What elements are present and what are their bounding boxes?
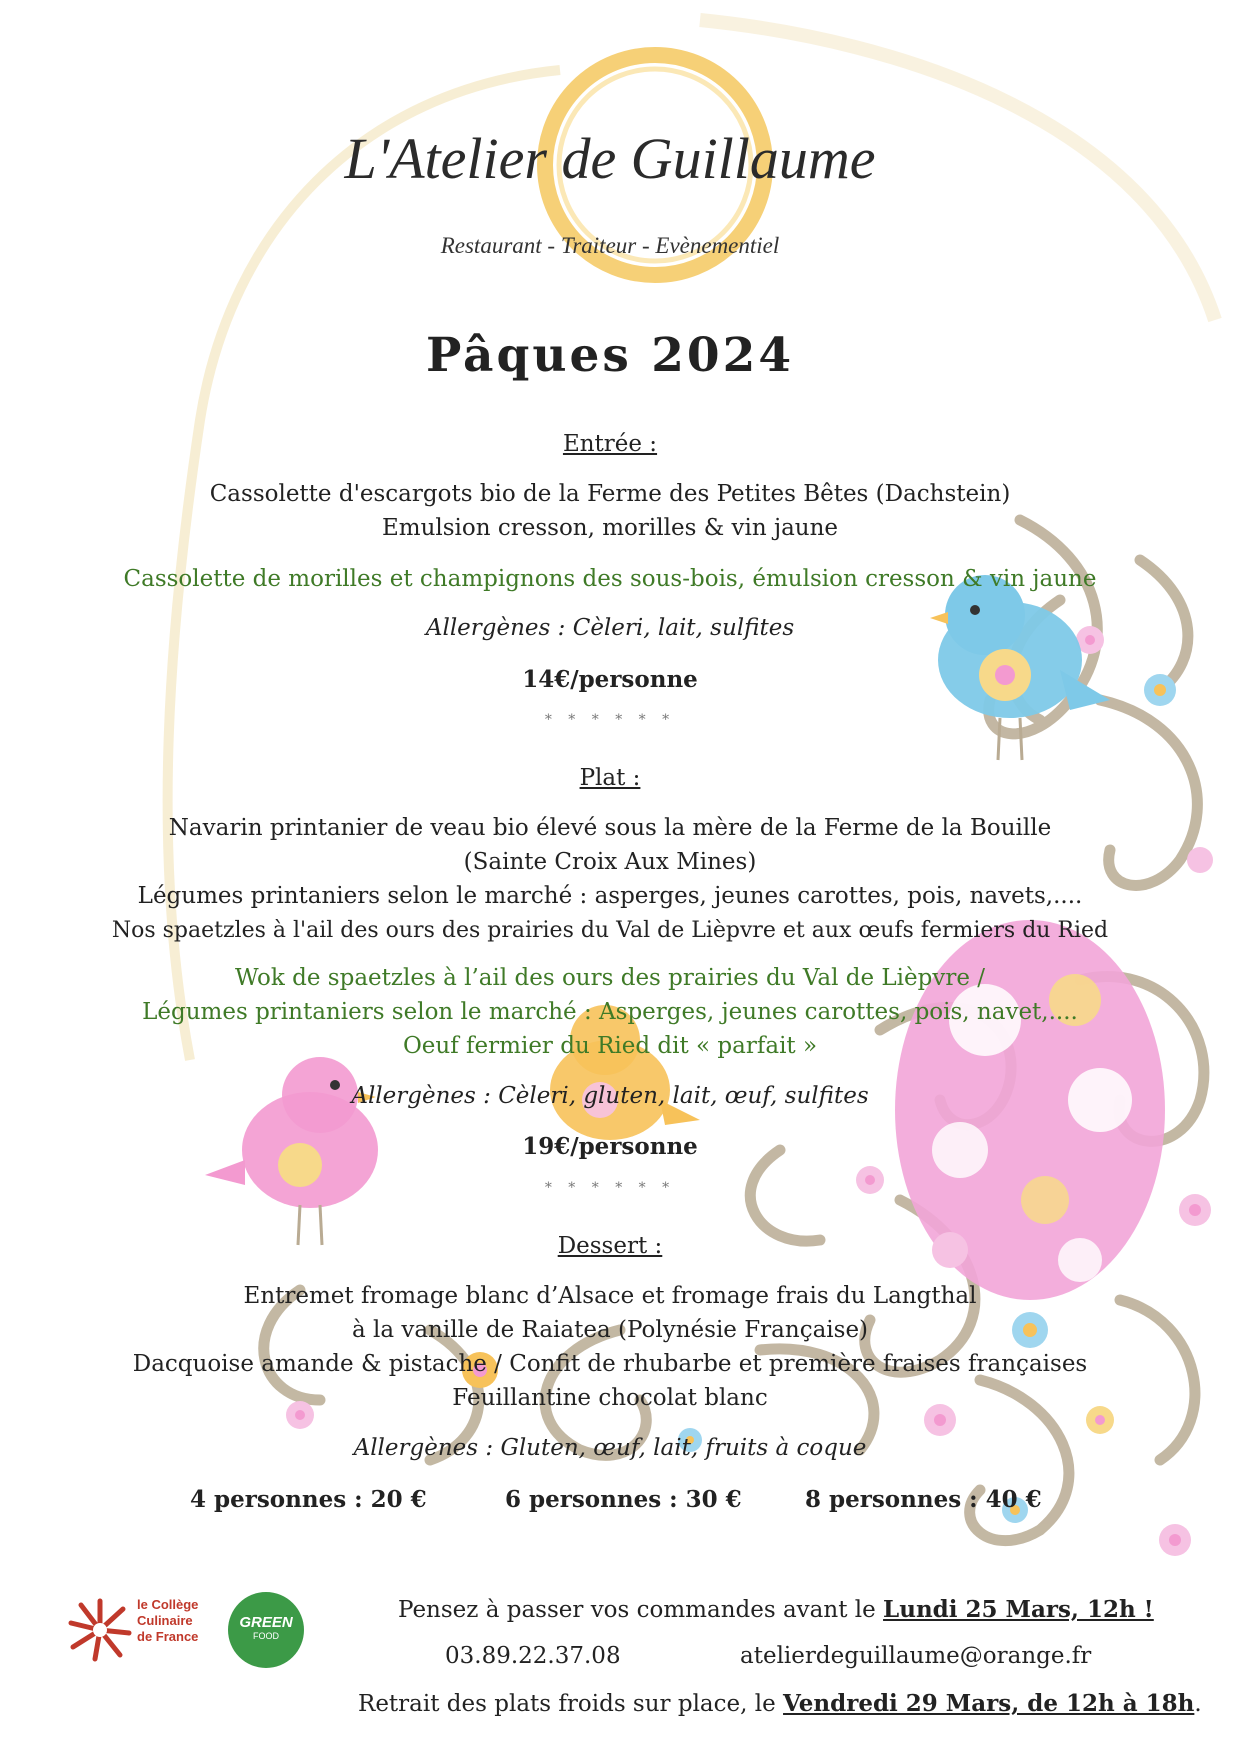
plat-line: Légumes printaniers selon le marché : asperges, jeunes carottes, pois, navets,....: [137, 883, 1083, 909]
phone-number[interactable]: 03.89.22.37.08: [445, 1643, 621, 1669]
order-text: Pensez à passer vos commandes avant le: [398, 1597, 884, 1623]
pickup-text: Retrait des plats froids sur place, le: [358, 1691, 784, 1717]
page-title: Pâques 2024: [425, 328, 795, 383]
plat-line: Navarin printanier de veau bio élevé sous la mère de la Ferme de la Bouille: [168, 815, 1052, 841]
college-line: de France: [137, 1629, 199, 1644]
green-logo-subtext: FOOD: [253, 1631, 279, 1641]
brand-name: L'Atelier de Guillaume: [344, 126, 876, 191]
entree-heading: Entrée :: [562, 431, 658, 457]
dessert-price-8: 8 personnes : 40 €: [805, 1486, 1042, 1513]
college-burst-icon: [65, 1595, 135, 1665]
college-line: le Collège: [137, 1597, 199, 1612]
plat-alternative: Oeuf fermier du Ried dit « parfait »: [402, 1033, 818, 1059]
green-logo-text: GREEN: [239, 1614, 293, 1631]
dessert-price-4: 4 personnes : 20 €: [190, 1486, 427, 1513]
plat-allergens: Allergènes : Cèleri, gluten, lait, œuf, sulfites: [351, 1083, 869, 1109]
brand-tagline: Restaurant - Traiteur - Evènementiel: [440, 233, 780, 258]
dessert-line: Entremet fromage blanc d’Alsace et fromage frais du Langthal: [243, 1283, 977, 1309]
dessert-heading: Dessert :: [557, 1233, 663, 1259]
entree-line: Cassolette d'escargots bio de la Ferme des Petites Bêtes (Dachstein): [209, 481, 1011, 507]
dessert-price-6: 6 personnes : 30 €: [505, 1486, 742, 1513]
pickup-end: .: [1194, 1691, 1202, 1717]
dessert-line: Feuillantine chocolat blanc: [452, 1385, 768, 1411]
dessert-line: Dacquoise amande & pistache / Confit de rhubarbe et première fraises françaises: [132, 1351, 1088, 1377]
plat-alternative: Légumes printaniers selon le marché : Asperges, jeunes carottes, pois, navet,....: [142, 999, 1078, 1025]
entree-line: Emulsion cresson, morilles & vin jaune: [381, 515, 839, 541]
entree-price: 14€/personne: [522, 666, 698, 693]
plat-alternative: Wok de spaetzles à l’ail des ours des prairies du Val de Lièpvre /: [234, 965, 986, 991]
dessert-allergens: Allergènes : Gluten, œuf, lait, fruits à coque: [353, 1435, 867, 1461]
green-food-logo: [228, 1592, 304, 1668]
pickup-date: Vendredi 29 Mars, de 12h à 18h: [783, 1690, 1195, 1717]
entree-alternative: Cassolette de morilles et champignons des sous-bois, émulsion cresson & vin jaune: [123, 566, 1097, 592]
dessert-line: à la vanille de Raiatea (Polynésie Française): [351, 1317, 869, 1343]
college-culinaire-logo: [65, 1595, 225, 1665]
plat-heading: Plat :: [579, 765, 641, 791]
plat-line: Nos spaetzles à l'ail des ours des prairies du Val de Lièpvre et aux œufs fermiers du Ried: [111, 918, 1109, 943]
email-address[interactable]: atelierdeguillaume@orange.fr: [740, 1643, 1092, 1669]
plat-price: 19€/personne: [522, 1133, 698, 1160]
pickup-note: [358, 1687, 1218, 1721]
separator: * * * * * *: [544, 712, 676, 728]
entree-allergens: Allergènes : Cèleri, lait, sulfites: [425, 615, 795, 641]
order-deadline: Lundi 25 Mars, 12h !: [883, 1596, 1154, 1623]
order-note: [398, 1593, 1198, 1627]
separator: * * * * * *: [544, 1180, 676, 1196]
plat-line: (Sainte Croix Aux Mines): [463, 849, 757, 875]
college-line: Culinaire: [137, 1613, 193, 1628]
